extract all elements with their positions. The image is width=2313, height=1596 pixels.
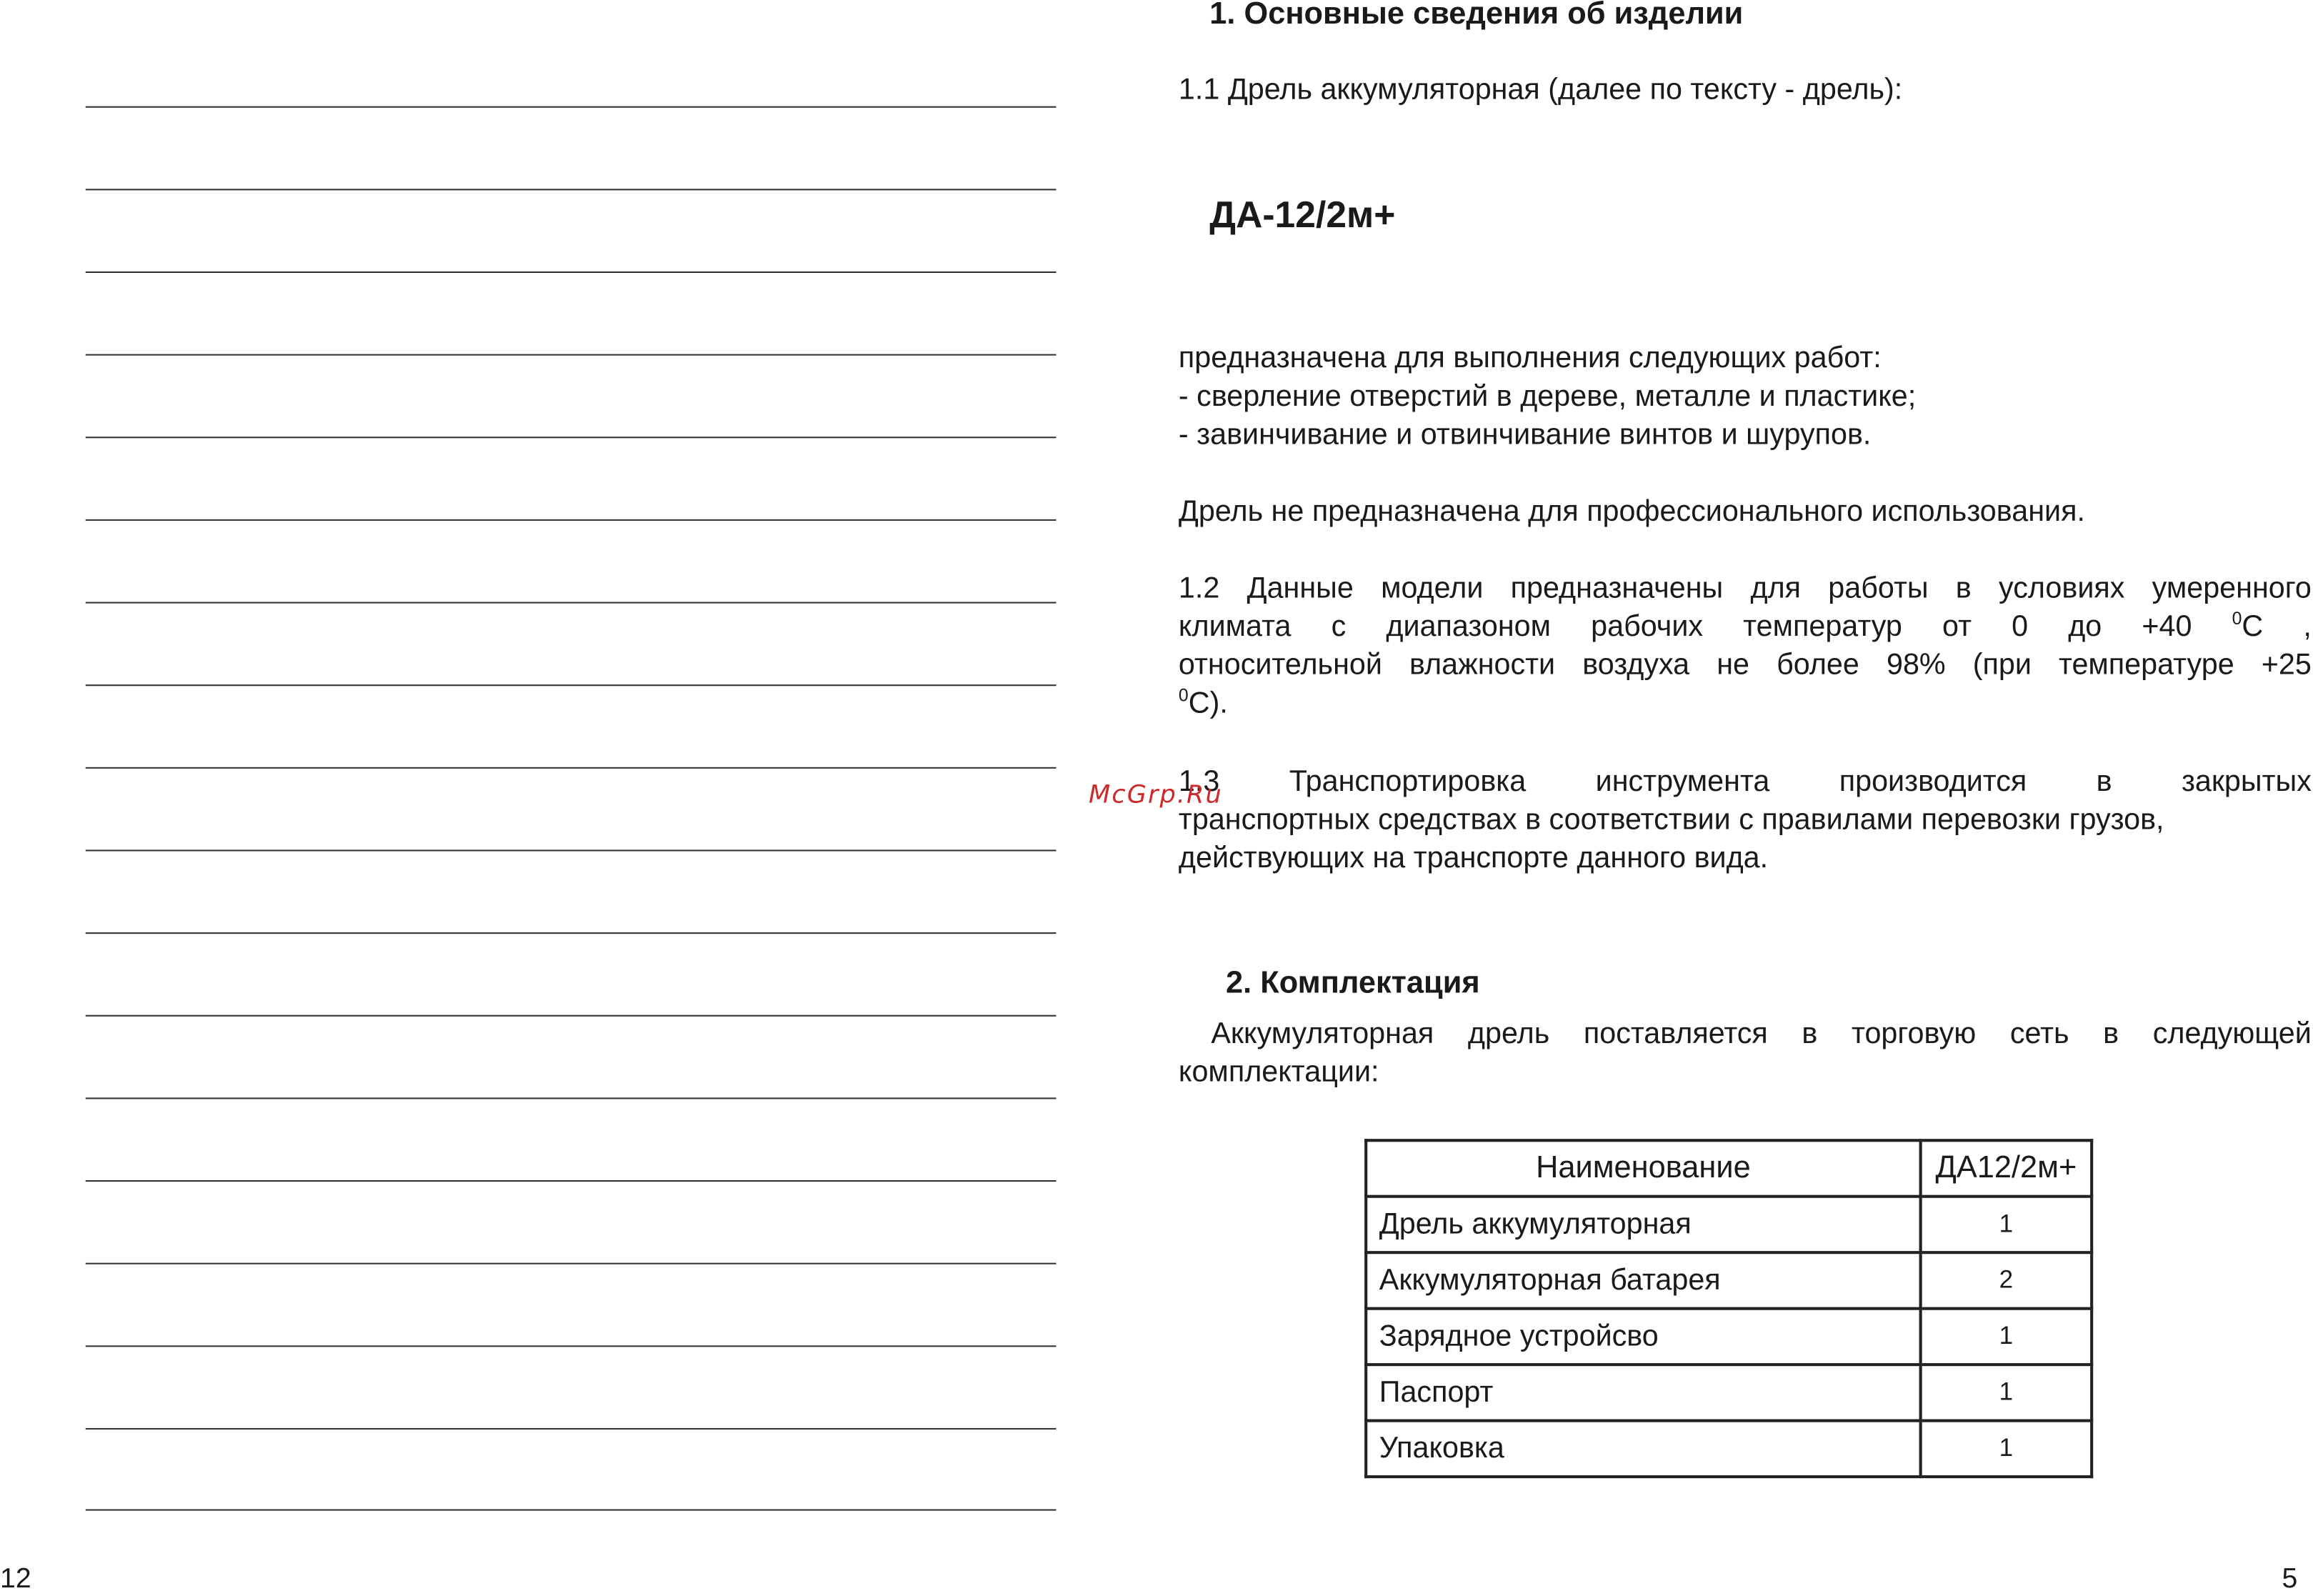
transport-line: транспортных средствах в соответствии с правилами перевозки грузов, (1178, 804, 2164, 837)
note-line (86, 1428, 1056, 1430)
section-1-heading: 1. Основные сведения об изделии (1209, 0, 1744, 31)
item-qty: 1 (1921, 1365, 2092, 1420)
note-line (86, 106, 1056, 108)
purpose-line: - сверление отверстий в дереве, металле и пластике; (1178, 380, 1917, 414)
climate-line (1179, 608, 2312, 647)
note-line (86, 189, 1056, 190)
model-name: ДА-12/2м+ (1209, 194, 1396, 236)
note-line (86, 849, 1056, 851)
note-line (86, 932, 1056, 934)
table-row (1366, 1252, 2092, 1308)
intro-paragraph: 1.1 Дрель аккумуляторная (далее по тексту - дрель): (1178, 74, 1903, 106)
purpose-line: предназначена для выполнения следующих работ: (1178, 342, 1882, 375)
purpose-line: - завинчивание и отвинчивание винтов и шурупов. (1178, 419, 1872, 452)
transport-line: действующих на транспорте данного вида. (1178, 842, 1769, 875)
kit-intro-line: Аккумуляторная дрель поставляется в торговую сеть в следующей (1211, 1017, 2312, 1051)
item-qty: 2 (1921, 1252, 2092, 1308)
note-line (86, 1015, 1056, 1017)
watermark: McGrp.Ru (1088, 780, 1223, 810)
note-line (86, 684, 1056, 686)
climate-line: относительной влажности воздуха не более 98% (при температуре +25 (1178, 649, 2312, 682)
item-name: Дрель аккумуляторная (1366, 1197, 1920, 1252)
item-qty: 1 (1921, 1197, 2092, 1252)
climate-paragraph (1179, 569, 2312, 723)
note-line (86, 767, 1056, 769)
table-header-row (1366, 1140, 2092, 1196)
transport-paragraph (1179, 763, 2312, 878)
item-name: Зарядное устройсво (1366, 1309, 1920, 1365)
climate-line: 1.2 Данные модели предназначены для работы в условиях умеренного (1178, 572, 2312, 605)
note-line (86, 271, 1056, 273)
page-number-right: 5 (2282, 1563, 2298, 1595)
not-professional-note: Дрель не предназначена для профессионального использования. (1178, 495, 2085, 529)
item-qty: 1 (1921, 1309, 2092, 1365)
note-line (86, 1180, 1056, 1182)
note-line (86, 437, 1056, 438)
note-line (86, 1345, 1056, 1347)
note-line (86, 1509, 1056, 1510)
note-line (86, 354, 1056, 356)
climate-text: климата с диапазоном рабочих температур от 0 до +40 (1178, 610, 2192, 644)
table-row (1366, 1421, 2092, 1477)
header-name: Наименование (1366, 1140, 1920, 1196)
note-line (86, 519, 1056, 521)
note-line (86, 1263, 1056, 1265)
climate-text: C , (2242, 610, 2312, 644)
table-row (1366, 1197, 2092, 1252)
table-row (1366, 1365, 2092, 1420)
table-row (1366, 1309, 2092, 1365)
section-2-heading: 2. Комплектация (1226, 966, 1480, 1001)
kit-intro-line: комплектации: (1178, 1056, 1379, 1089)
note-line (86, 1097, 1056, 1099)
climate-text: C). (1188, 687, 1228, 720)
kit-intro (1179, 1015, 2312, 1092)
note-line (86, 602, 1056, 604)
item-name: Упаковка (1366, 1421, 1920, 1477)
page-number-left: 12 (0, 1563, 31, 1595)
climate-line (1179, 684, 2312, 723)
item-name: Паспорт (1366, 1365, 1920, 1420)
kit-table (1364, 1139, 2093, 1478)
degree-mark: 0 (2232, 608, 2242, 629)
item-name: Аккумуляторная батарея (1366, 1252, 1920, 1308)
header-model: ДА12/2м+ (1921, 1140, 2092, 1196)
transport-line: 1.3 Транспортировка инструмента производится в закрытых (1178, 765, 2312, 799)
degree-mark: 0 (1178, 684, 1189, 706)
purpose-list (1179, 339, 2312, 454)
item-qty: 1 (1921, 1421, 2092, 1477)
